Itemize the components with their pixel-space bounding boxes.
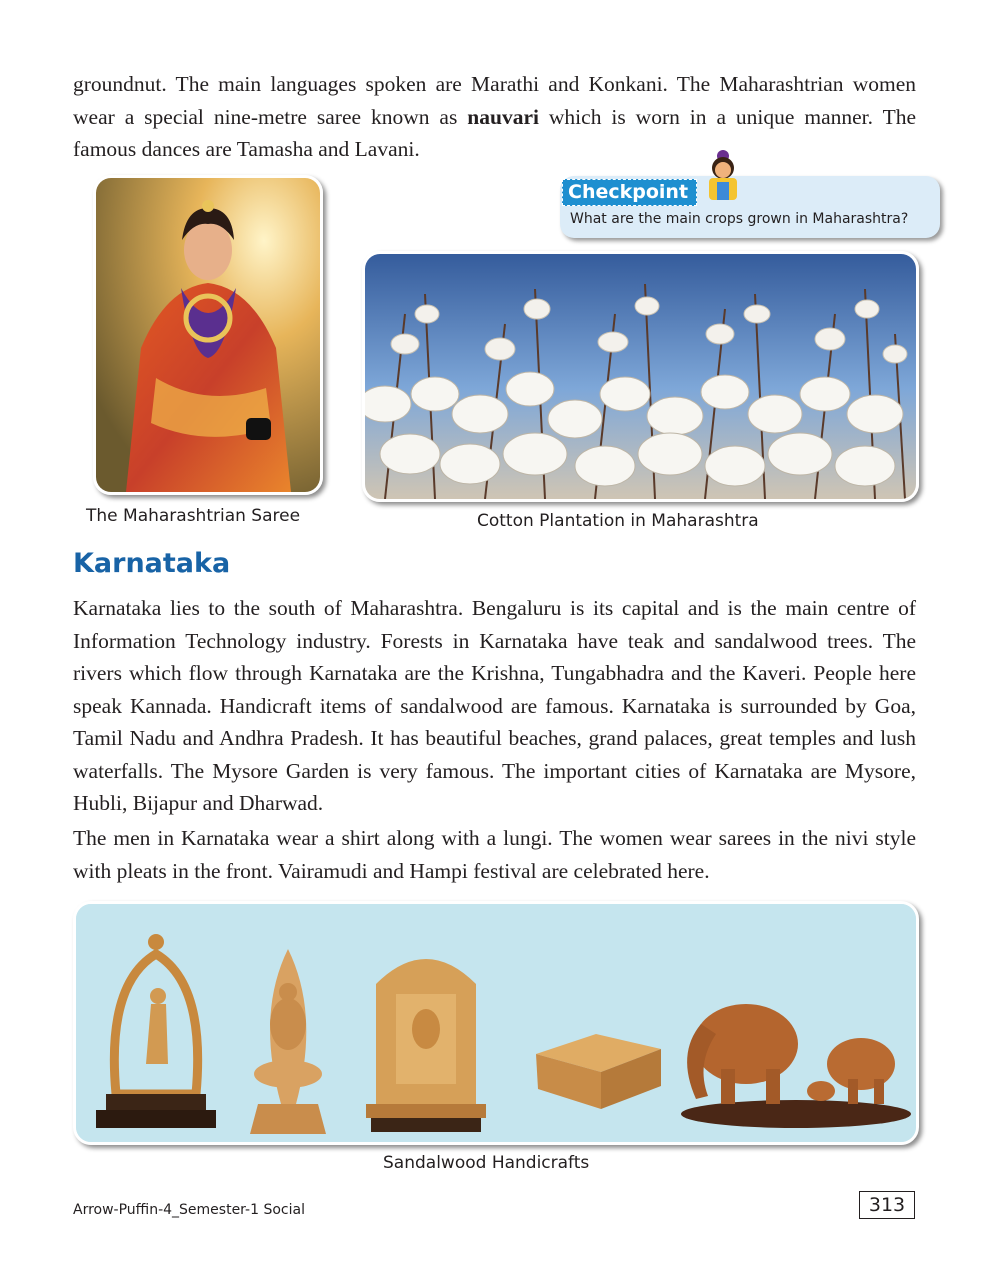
checkpoint-box bbox=[560, 176, 940, 238]
handicrafts-illustration bbox=[76, 904, 916, 1142]
intro-text-start: groundnut. The main languages spoken are Marathi and Konkani. The Maharashtrian women wear a special nine-metre saree known as bbox=[73, 72, 916, 129]
saree-photo bbox=[93, 175, 323, 495]
handicrafts-caption: Sandalwood Handicrafts bbox=[383, 1153, 590, 1173]
saree-caption: The Maharashtrian Saree bbox=[86, 506, 301, 526]
shrine-carving bbox=[366, 959, 486, 1132]
handicrafts-panel bbox=[73, 901, 919, 1145]
cotton-caption: Cotton Plantation in Maharashtra bbox=[477, 511, 759, 531]
section-heading: Karnataka bbox=[73, 548, 231, 579]
book-title: Arrow-Puffin-4_Semester-1 Social bbox=[73, 1202, 305, 1218]
saree-illustration bbox=[96, 178, 320, 492]
nauvari-term: nauvari bbox=[467, 104, 539, 129]
intro-text-end: which is worn in a unique manner. The famous dances are Tamasha and Lavani. bbox=[73, 104, 917, 161]
karnataka-paragraph-1: Karnataka lies to the south of Maharashtra. Bengaluru is its capital and is the main centre of Information Technology industry. Forests in Karnataka have teak and sandalwood trees. The rivers which flow through Karnataka are the Krishna, Tungabhadra and the Kaveri. People here speak Kannada. Handicraft items of sandalwood are famous. Karnataka is surrounded by Goa, Tamil Nadu and Andhra Pradesh. It has beautiful beaches, grand palaces, great temples and lush waterfalls. The Mysore Garden is very famous. The important cities of Karnataka are Mysore, Hubli, Bijapur and Dharwad. bbox=[73, 596, 916, 815]
intro-paragraph bbox=[73, 68, 916, 166]
page-number: 313 bbox=[859, 1191, 915, 1219]
checkpoint-question: What are the main crops grown in Maharashtra? bbox=[570, 211, 909, 227]
cotton-illustration bbox=[365, 254, 916, 499]
karnataka-paragraph-2: The men in Karnataka wear a shirt along with a lungi. The women wear sarees in the nivi style with pleats in the front. Vairamudi and Hampi festival are celebrated here. bbox=[73, 826, 916, 883]
cotton-photo bbox=[362, 251, 919, 502]
girl-mascot-icon bbox=[703, 148, 743, 200]
checkpoint-label: Checkpoint bbox=[562, 179, 697, 206]
